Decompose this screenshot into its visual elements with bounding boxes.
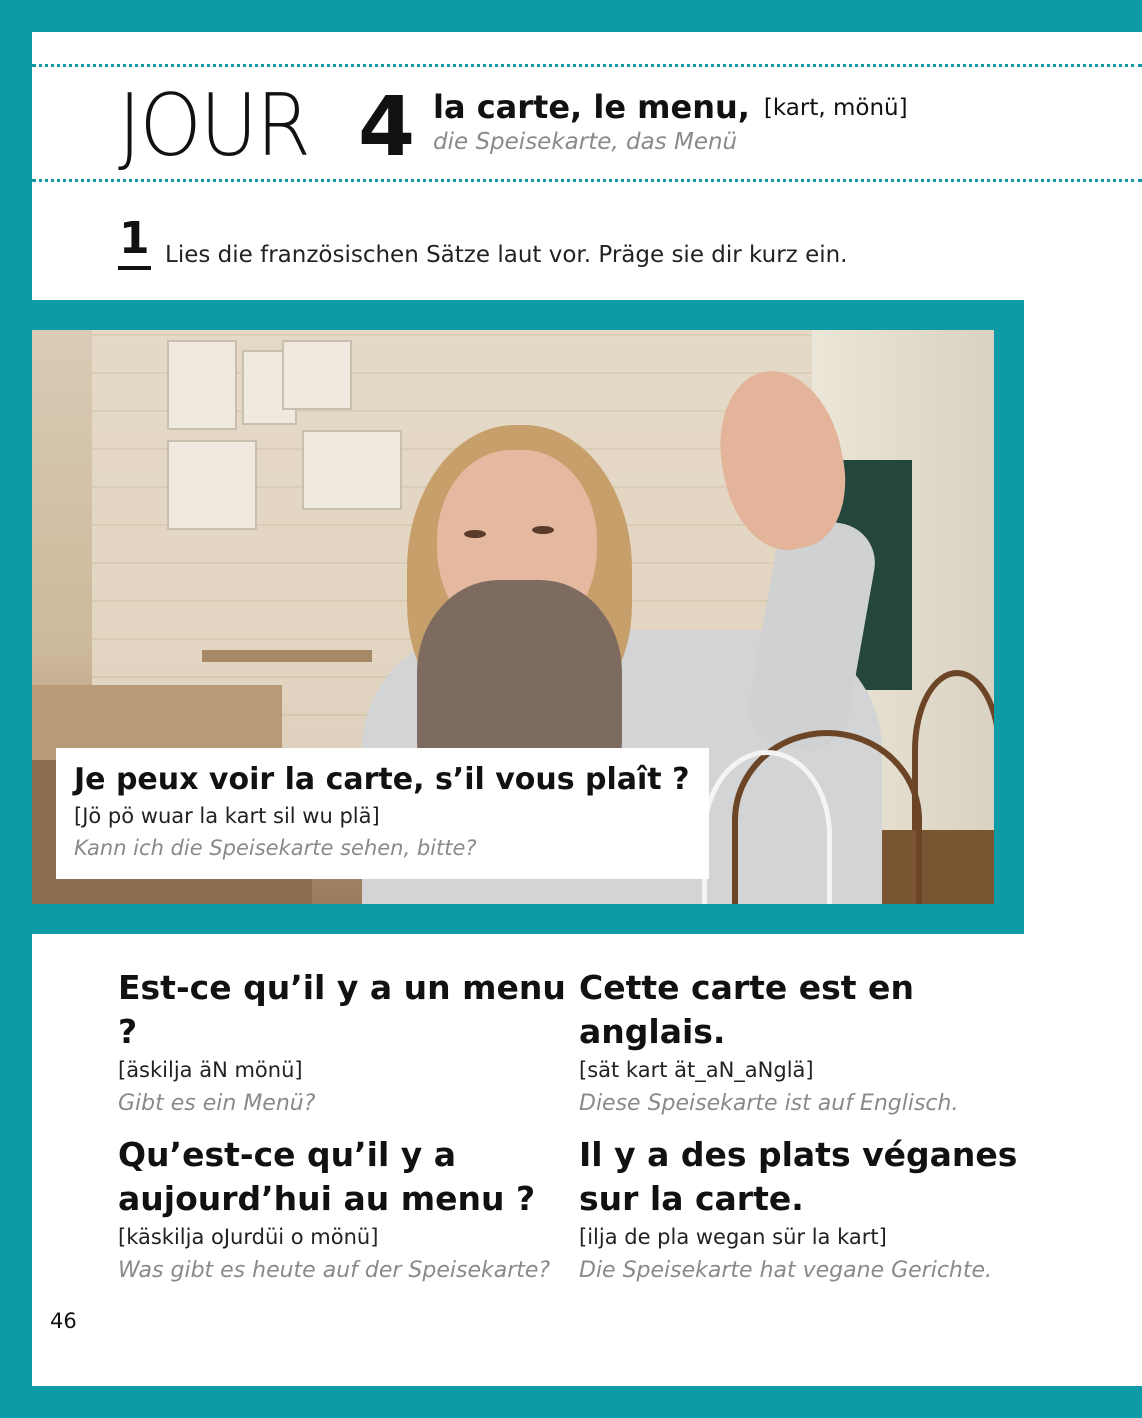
- menu-board: [282, 340, 352, 410]
- caption-pronunciation: [Jö pö wuar la kart sil wu plä]: [74, 804, 380, 828]
- phrase-french: Cette carte est en anglais.: [579, 968, 914, 1051]
- woman-eye: [464, 530, 486, 538]
- exercise-number: 1: [118, 212, 151, 270]
- menu-board: [167, 340, 237, 430]
- topic-french: [433, 88, 908, 126]
- phrase-pronunciation: [ilja de pla wegan sür la kart]: [579, 1225, 887, 1249]
- topic-french-text: la carte, le menu,: [433, 88, 750, 126]
- woman-eye: [532, 526, 554, 534]
- phrase-block: [118, 1133, 568, 1287]
- frame-top-bar: [0, 0, 1142, 32]
- jour-number: 4: [358, 80, 416, 175]
- menu-board: [167, 440, 257, 530]
- topic-pronunciation: [kart, mönü]: [763, 95, 908, 121]
- photo-chair: [912, 670, 994, 830]
- phrase-german: Gibt es ein Menü?: [118, 1091, 316, 1116]
- photo-caption-box: [56, 748, 709, 879]
- phrase-german: Diese Speisekarte ist auf Englisch.: [579, 1091, 959, 1116]
- phrase-german: Was gibt es heute auf der Speisekarte?: [118, 1258, 551, 1283]
- jour-label: JOUR: [118, 76, 310, 176]
- phrase-french: Est-ce qu’il y a un menu ?: [118, 968, 566, 1051]
- phrase-block: [118, 966, 568, 1120]
- exercise-instruction: Lies die französischen Sätze laut vor. Präge sie dir kurz ein.: [165, 242, 848, 268]
- phrase-french: Qu’est-ce qu’il y a aujourd’hui au menu ?: [118, 1135, 536, 1218]
- phrase-pronunciation: [äskilja äN mönü]: [118, 1058, 303, 1082]
- frame-bottom-bar: [0, 1386, 1142, 1418]
- phrase-block: [579, 966, 1019, 1120]
- phrase-pronunciation: [sät kart ät_aN_aNglä]: [579, 1058, 814, 1082]
- phrase-french: Il y a des plats véganes sur la carte.: [579, 1135, 1018, 1218]
- menu-board: [302, 430, 402, 510]
- phrase-pronunciation: [käskilja oJurdüi o mönü]: [118, 1225, 379, 1249]
- phrase-german: Die Speisekarte hat vegane Gerichte.: [579, 1258, 993, 1283]
- topic-german: die Speisekarte, das Menü: [433, 129, 738, 155]
- caption-french: Je peux voir la carte, s’il vous plaît ?: [74, 762, 690, 797]
- page-number: 46: [50, 1309, 77, 1333]
- photo-shelf: [202, 650, 372, 662]
- dotted-divider-top: [32, 64, 1142, 67]
- phrase-block: [579, 1133, 1019, 1287]
- caption-german: Kann ich die Speisekarte sehen, bitte?: [74, 836, 477, 860]
- dotted-divider-bottom: [32, 179, 1142, 182]
